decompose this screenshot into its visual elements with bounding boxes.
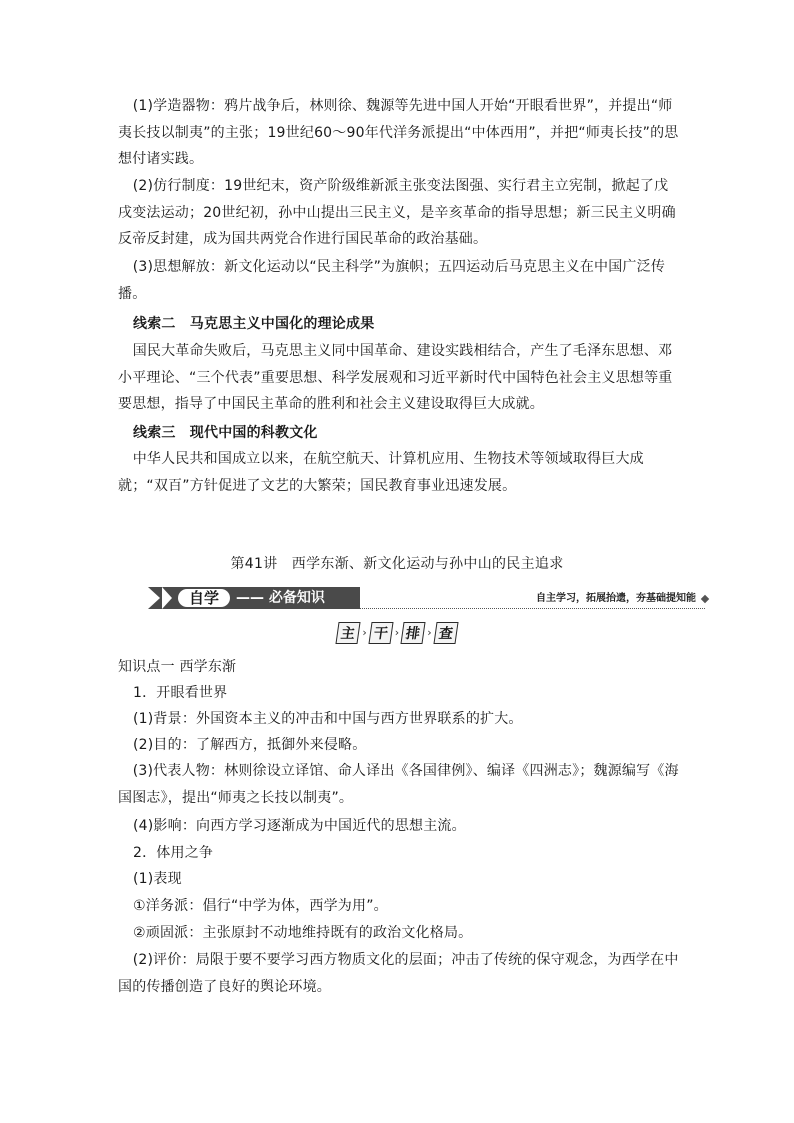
item-manifestation: (1)表现: [133, 871, 182, 887]
section-heading: 2．体用之争: [133, 845, 214, 861]
paragraph-learn-tools: (1)学造器物：鸦片战争后，林则徐、魏源等先进中国人开始“开眼看世界”，并提出“师夷长技以制夷”的主张；19世纪60～90年代洋务派提出“中体西用”，并把“师夷长技”的思想付诸实践。: [118, 98, 679, 167]
item-evaluation: (2)评价：局限于要不要学习西方物质文化的层面；冲击了传统的保守观念，为西学在中国的传播创造了良好的舆论环境。: [118, 952, 679, 995]
paragraph-thought-liberation: (3)思想解放：新文化运动以“民主科学”为旗帜；五四运动后马克思主义在中国广泛传播。: [118, 259, 666, 302]
paragraph-imitate-systems: (2)仿行制度：19世纪末，资产阶级维新派主张变法图强、实行君主立宪制，掀起了戊戌变法运动；20世纪初，孙中山提出三民主义，是辛亥革命的指导思想；新三民主义明确反帝反封建，成为国共两党合作进行国民革命的政治基础。: [118, 178, 676, 247]
banner-chevron-icon: [162, 587, 172, 609]
banner-arrow-notch: [148, 587, 160, 609]
item-westernization-school: ①洋务派：倡行“中学为体，西学为用”。: [133, 898, 388, 914]
lecture-title: 第41讲 西学东渐、新文化运动与孙中山的民主追求: [230, 556, 564, 572]
item-representatives: (3)代表人物：林则徐设立译馆、命人译出《各国律例》、编译《四洲志》；魏源编写《海国图志》，提出“师夷之长技以制夷”。: [118, 763, 679, 806]
banner-label: —— 必备知识: [236, 590, 325, 606]
section-banner: [148, 584, 708, 614]
item-conservative-school: ②顽固派：主张原封不动地维持既有的政治文化格局。: [133, 925, 473, 941]
paragraph-marxism: 国民大革命失败后，马克思主义同中国革命、建设实践相结合，产生了毛泽东思想、邓小平理论、“三个代表”重要思想、科学发展观和习近平新时代中国特色社会主义思想等重要思想，指导了中国民主革命的胜利和社会主义建设取得巨大成就。: [118, 343, 673, 412]
stamp-char: 干: [368, 622, 393, 644]
item-background: (1)背景：外国资本主义的冲击和中国与西方世界联系的扩大。: [133, 711, 523, 727]
clue-two-heading: 线索二 马克思主义中国化的理论成果: [133, 316, 375, 332]
banner-dotted-line: [360, 608, 705, 609]
item-purpose: (2)目的：了解西方，抵御外来侵略。: [133, 737, 367, 753]
knowledge-point-heading: 知识点一 西学东渐: [118, 659, 237, 675]
banner-slogan: 自主学习，拓展抬遗，夯基础提知能: [536, 593, 696, 604]
section-heading: 1．开眼看世界: [133, 685, 228, 701]
stamp-char: 排: [401, 622, 426, 644]
banner-key-label: 自学: [188, 589, 219, 607]
stamp-char: 主: [336, 622, 361, 644]
stamp-char: 查: [433, 622, 458, 644]
diamond-icon: [701, 595, 709, 603]
paragraph-science-culture: 中华人民共和国成立以来，在航空航天、计算机应用、生物技术等领域取得巨大成就；“双百”方针促进了文艺的大繁荣；国民教育事业迅速发展。: [118, 451, 644, 494]
item-influence: (4)影响：向西方学习逐渐成为中国近代的思想主流。: [133, 818, 466, 834]
clue-three-heading: 线索三 现代中国的科教文化: [133, 425, 318, 441]
main-check-stamp: 主 › 干 › 排 › 查: [0, 622, 794, 648]
